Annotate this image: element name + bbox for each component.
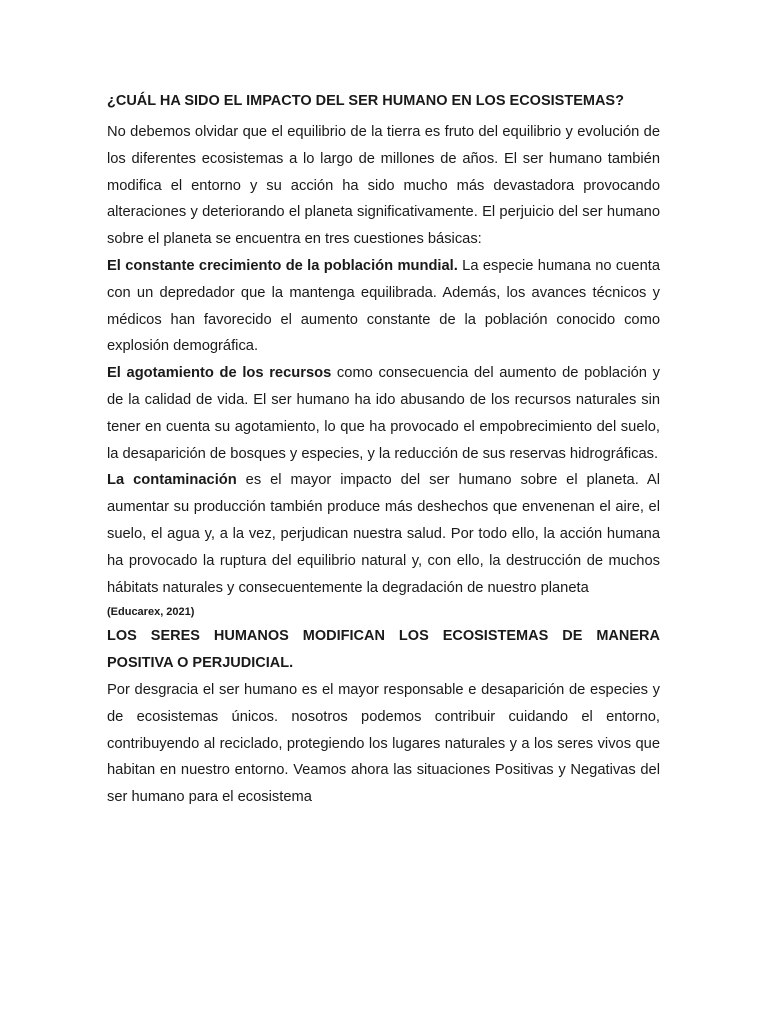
- point-text-resources: como consecuencia del aumento de población y de la calidad de vida. El ser humano ha ido abusando de los recursos naturales sin tener en cuenta su agotamiento, lo que ha provocado el empobrecimiento del suelo, la desaparición de bosques y especies, y la reducción de sus reservas hidrográficas.: [107, 365, 660, 462]
- point-paragraph-resources: [107, 360, 660, 467]
- intro-paragraph: No debemos olvidar que el equilibrio de la tierra es fruto del equilibrio y evolución de los diferentes ecosistemas a lo largo de millones de años. El ser humano también modifica el entorno y su acción ha sido mucho más devastadora provocando alteraciones y deteriorando el planeta significativamente. El perjuicio del ser humano sobre el planeta se encuentra en tres cuestiones básicas:: [107, 124, 660, 248]
- point-paragraph-population: [107, 253, 660, 360]
- point-term-population: El constante crecimiento de la población mundial.: [107, 257, 458, 274]
- point-term-resources: El agotamiento de los recursos: [107, 365, 332, 382]
- citation: (Educarex, 2021): [107, 606, 195, 619]
- point-paragraph-pollution: [107, 467, 660, 601]
- point-text-population: La especie humana no cuenta con un depredador que la mantenga equilibrada. Además, los avances técnicos y médicos han favorecido el aumento constante de la población conocido como explosión demográfica.: [107, 257, 660, 355]
- section-heading: LOS SERES HUMANOS MODIFICAN LOS ECOSISTEMAS DE MANERA POSITIVA O PERJUDICIAL.: [107, 628, 660, 672]
- closing-paragraph: Por desgracia el ser humano es el mayor responsable e desaparición de especies y de ecosistemas únicos. nosotros podemos contribuir cuidando el entorno, contribuyendo al reciclado, protegiendo los lugares naturales y a los seres vivos que habitan en nuestro entorno. Veamos ahora las situaciones Positivas y Negativas del ser humano para el ecosistema: [107, 681, 660, 806]
- point-term-pollution: La contaminación: [107, 472, 237, 489]
- point-text-pollution: es el mayor impacto del ser humano sobre el planeta. Al aumentar su producción también produce más deshechos que envenenan el aire, el suelo, el agua y, a la vez, perjudican nuestra salud. Por todo ello, la acción humana ha provocado la ruptura del equilibrio natural y, con ello, la destrucción de muchos hábitats naturales y consecuentemente la degradación de nuestro planeta: [107, 472, 660, 596]
- document-title: ¿CUÁL HA SIDO EL IMPACTO DEL SER HUMANO EN LOS ECOSISTEMAS?: [107, 93, 624, 109]
- document-page: [107, 92, 660, 811]
